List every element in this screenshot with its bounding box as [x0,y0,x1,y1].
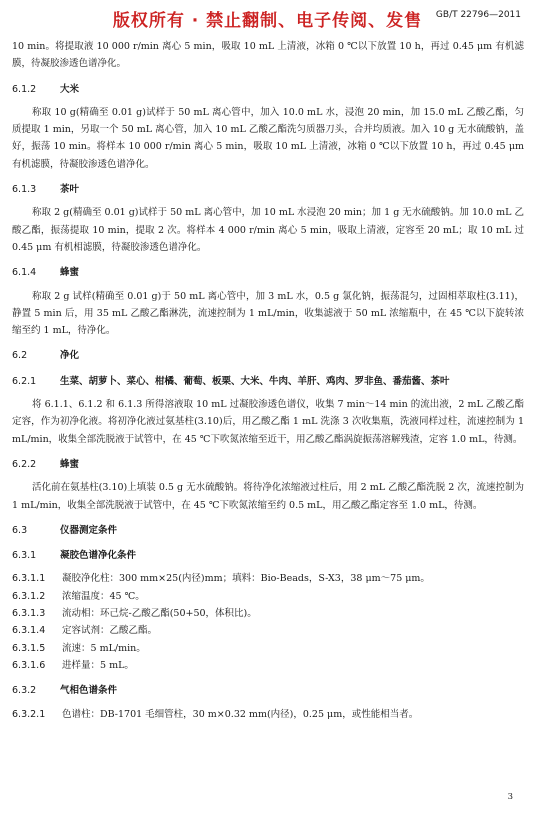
heading-6-2-2 [12,456,524,473]
item-text: 流动相：环己烷-乙酸乙酯(50+50，体积比)。 [62,608,257,620]
heading-6-3-1 [12,547,524,564]
heading-number: 6.3 [12,524,28,536]
heading-title: 蜂蜜 [60,458,80,470]
heading-6-1-4 [12,264,524,281]
copyright-watermark: 版权所有 · 禁止翻制、电子传阅、发售 [112,11,423,31]
item-number: 6.3.1.5 [12,642,46,654]
heading-title: 气相色谱条件 [60,685,118,697]
heading-6-2-1 [12,373,524,390]
heading-title: 凝胶色谱净化条件 [60,550,137,562]
page-number: 3 [507,792,513,802]
paragraph-intro: 10 min。将提取液 10 000 r/min 离心 5 min，吸取 10 mL 上清液，冰箱 0 ℃以下放置 10 h，再过 0.45 μm 有机滤膜，待凝胶渗透色谱净化。 [12,41,524,70]
item-text: 进样量：5 mL。 [62,659,134,671]
paragraph-6-1-2: 称取 10 g(精确至 0.01 g)试样于 50 mL 离心管中，加入 10.0 mL 水，浸泡 20 min，加 15.0 mL 乙酸乙酯，匀质提取 1 min，另取一个 50 mL 离心管，加入 10 mL 乙酸乙酯洗匀质器刀头，合并均质液。加入 10 g 无水硫酸钠，盖好，振荡 10 min。将样本 10 000 r/min 离心 5 min，吸取 10 mL 上清液，冰箱 0 ℃以下放置 10 h，再过 0.45 μm 有机滤膜，待凝胶渗透色谱净化。 [12,106,524,170]
item-number: 6.3.1.6 [12,659,46,671]
list-item [12,570,524,587]
item-number: 6.3.2.1 [12,708,46,720]
heading-title: 蜂蜜 [60,267,80,279]
paragraph-6-1-3: 称取 2 g(精确至 0.01 g)试样于 50 mL 离心管中，加 10 mL 水浸泡 20 min；加 1 g 无水硫酸钠。加 10.0 mL 乙酸乙酯，振荡提取 10 min，提取 2 次。将样本 4 000 r/min 离心 5 min，吸取上清液，定容至 20 mL；取 10 mL 过 0.45 μm 有机相滤膜，待凝胶渗透色谱净化。 [12,207,524,253]
heading-title: 仪器测定条件 [60,524,118,536]
item-text: 流速：5 mL/min。 [62,642,146,654]
heading-number: 6.2 [12,350,28,362]
item-number: 6.3.1.4 [12,625,46,637]
item-number: 6.3.1.3 [12,608,46,620]
list-6-3-1 [12,570,524,674]
document-body [12,38,524,723]
item-text: 凝胶净化柱：300 mm×25(内径)mm；填料：Bio-Beads，S-X3，38 μm～75 μm。 [62,573,430,585]
paragraph-6-2-1: 将 6.1.1、6.1.2 和 6.1.3 所得溶液取 10 mL 过凝胶渗透色谱仪，收集 7 min～14 min 的流出液，2 mL 乙酸乙酯定容，作为初净化液。将初净化液过氨基柱(3.10)后，用乙酸乙酯 1 mL 洗涤 3 次收集瓶，洗液同样过柱，流速控制为 1 mL/min，收集全部洗脱液于试管中，在 45 ℃下吹氮浓缩至近干，用乙酸乙酯涡旋振荡溶解残渣，定容 1.0 mL，待测。 [12,399,524,445]
heading-number: 6.1.4 [12,267,37,279]
item-text: 色谱柱：DB-1701 毛细管柱，30 m×0.32 mm(内径)，0.25 μm，或性能相当者。 [62,708,419,720]
heading-6-3 [12,522,524,539]
list-6-3-2 [12,706,524,723]
heading-title: 茶叶 [60,184,80,196]
heading-number: 6.1.3 [12,184,37,196]
item-number: 6.3.1.1 [12,573,46,585]
heading-number: 6.3.1 [12,550,37,562]
paragraph-6-2-2: 活化前在氨基柱(3.10)上填装 0.5 g 无水硫酸钠。将待净化浓缩液过柱后，用 2 mL 乙酸乙酯洗脱 2 次，流速控制为 1 mL/min，收集全部洗脱液于试管中，在 45 ℃下吹氮浓缩至约 0.5 mL，用乙酸乙酯定容至 1.0 mL，待测。 [12,482,524,511]
item-number: 6.3.1.2 [12,590,46,602]
heading-title: 大米 [60,83,80,95]
heading-title: 净化 [60,350,80,362]
paragraph-6-1-4: 称取 2 g 试样(精确至 0.01 g)于 50 mL 离心管中，加 3 mL 水，0.5 g 氯化钠，振荡混匀，过固相萃取柱(3.11)，静置 5 min 后，用 35 mL 乙酸乙酯淋洗，流速控制为 1 mL/min，收集滤液于 50 mL 浓缩瓶中，在 45 ℃以下旋转浓缩至约 1 mL，待净化。 [12,290,524,337]
heading-number: 6.2.1 [12,375,37,387]
list-item [12,605,524,622]
item-text: 浓缩温度：45 ℃。 [62,590,145,602]
heading-number: 6.1.2 [12,83,37,95]
heading-number: 6.3.2 [12,685,37,697]
list-item [12,706,524,723]
standard-code: GB/T 22796—2011 [435,10,521,20]
heading-6-1-3 [12,181,524,198]
heading-6-1-2 [12,81,524,98]
heading-title: 生菜、胡萝卜、菜心、柑橘、葡萄、板栗、大米、牛肉、羊肝、鸡肉、罗非鱼、番茄酱、茶叶 [60,375,450,387]
list-item [12,657,524,674]
heading-number: 6.2.2 [12,458,37,470]
heading-6-3-2 [12,682,524,699]
list-item [12,622,524,639]
list-item [12,640,524,657]
list-item [12,588,524,605]
heading-6-2 [12,347,524,364]
item-text: 定容试剂：乙酸乙酯。 [62,625,158,637]
